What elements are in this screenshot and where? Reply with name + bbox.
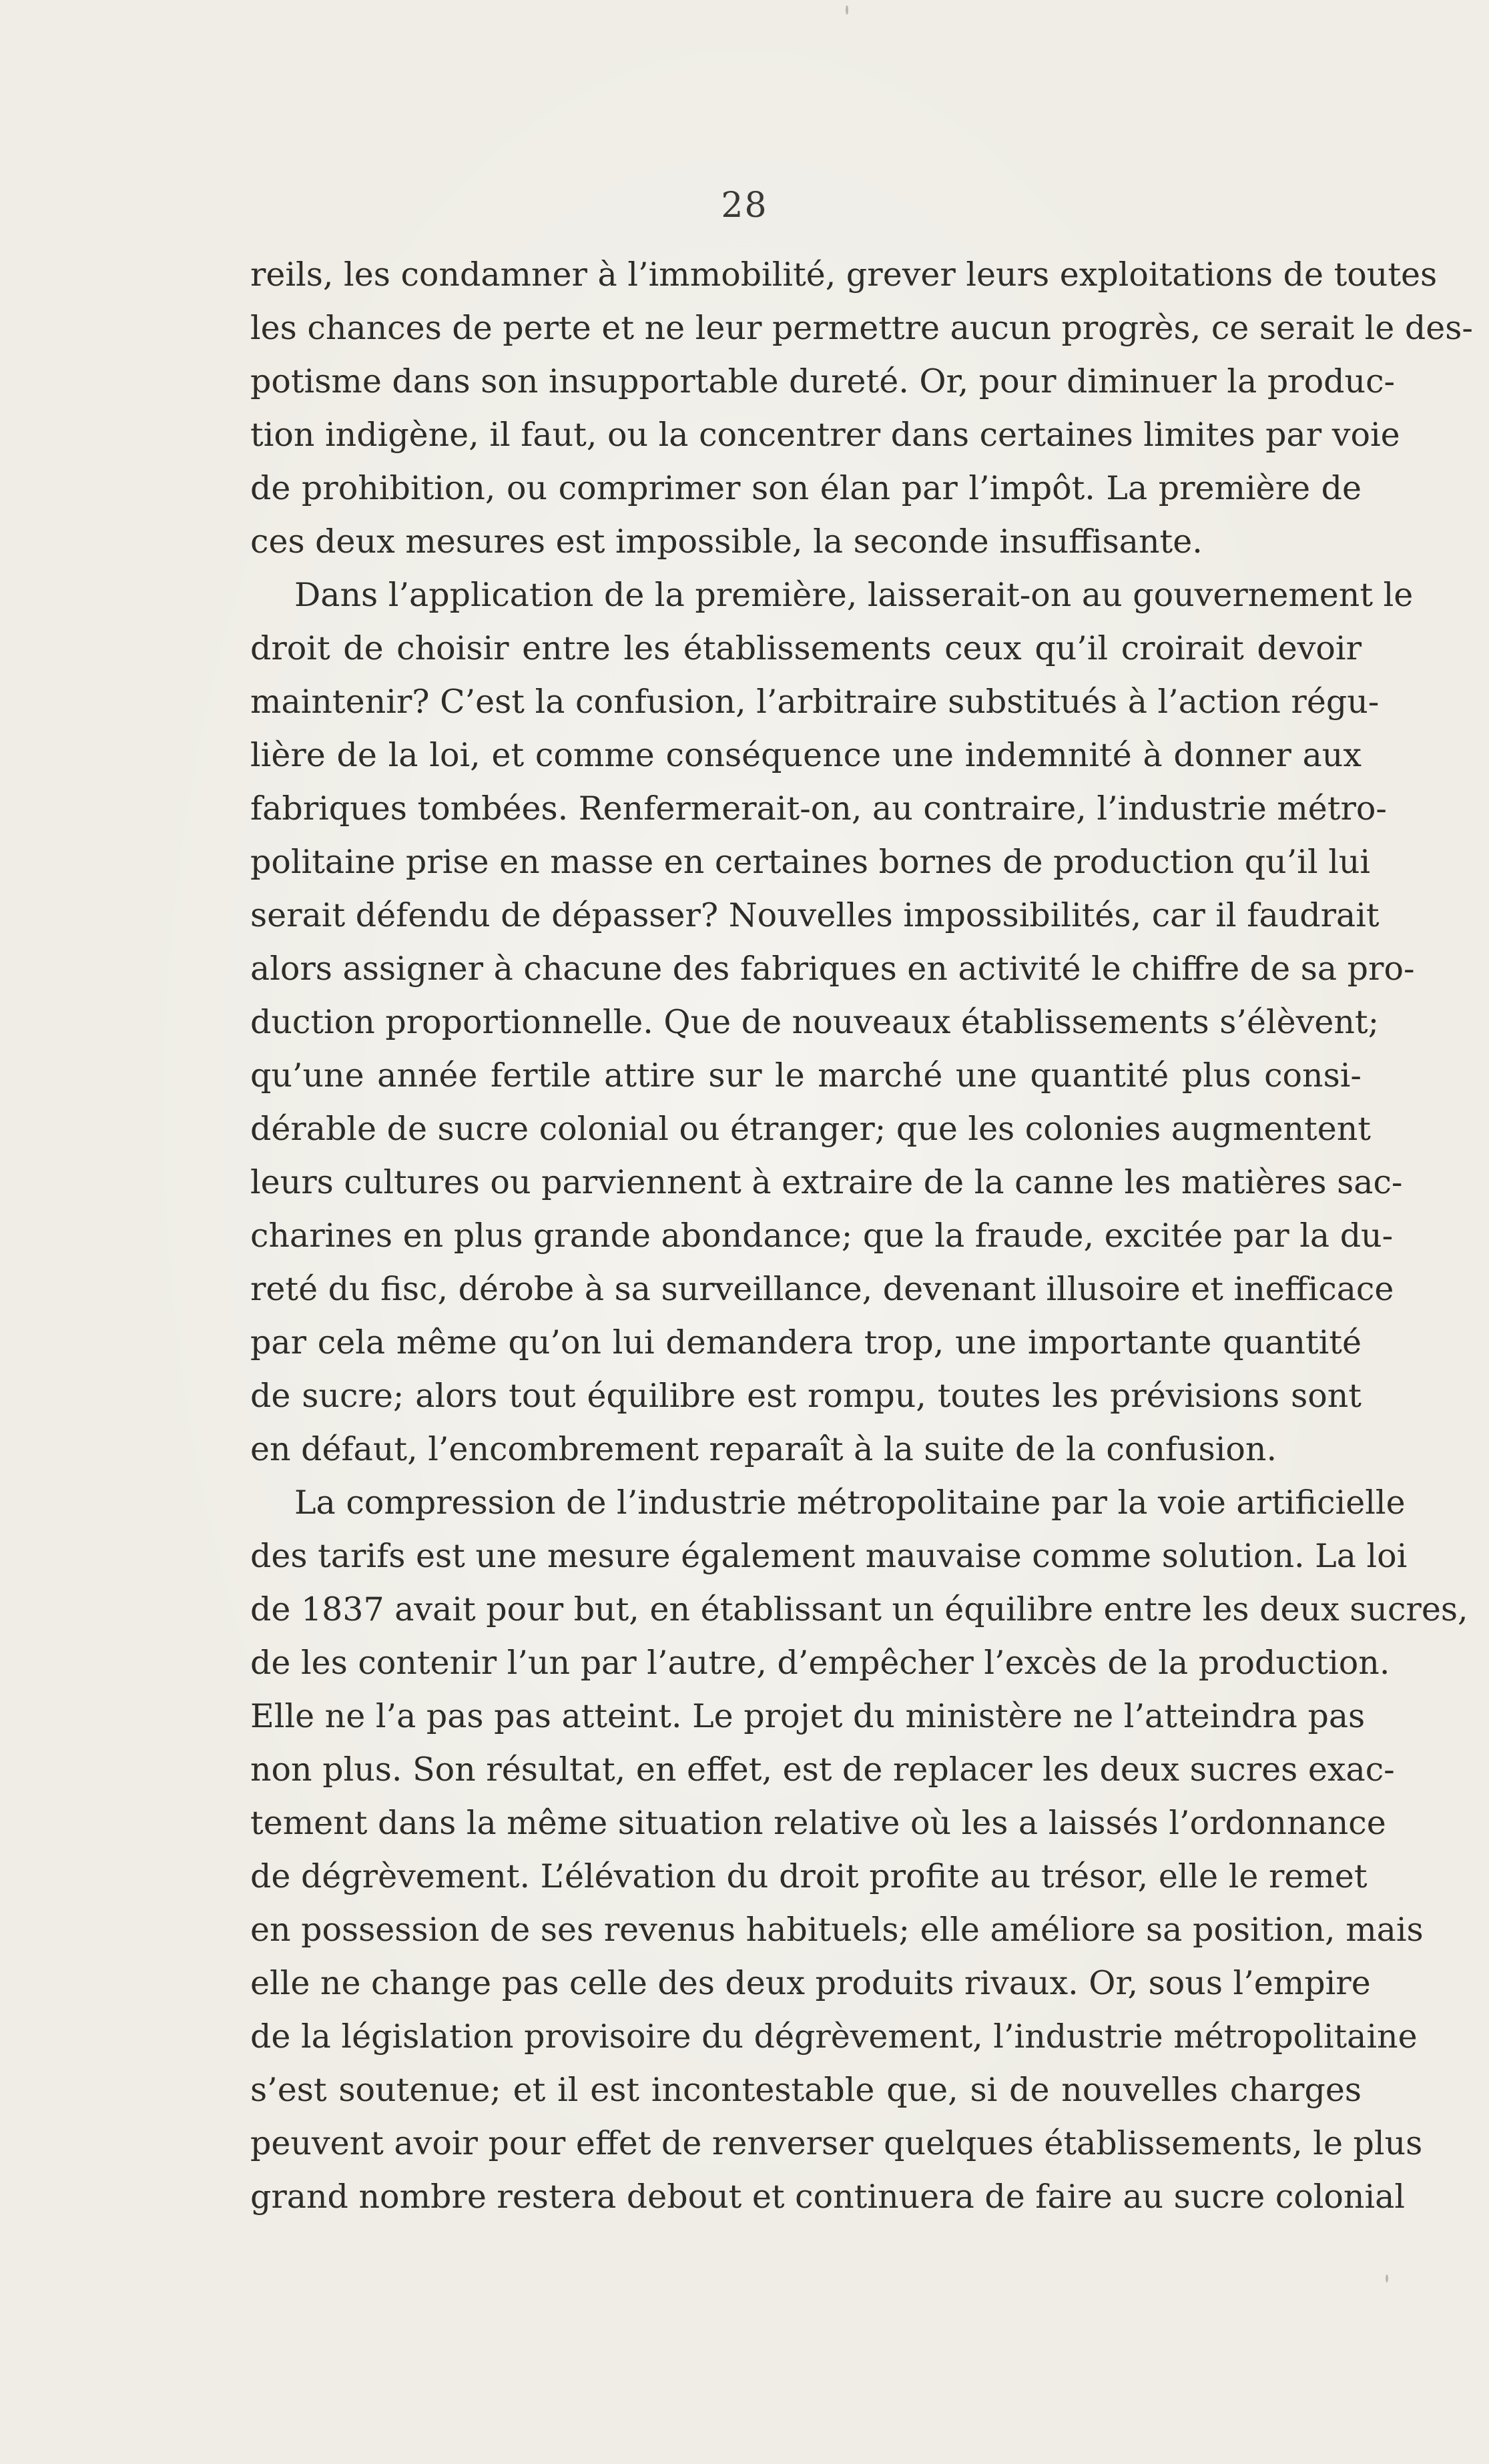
text-line: s’est soutenue; et il est incontestable que, si de nouvelles charges <box>250 2071 1362 2109</box>
text-line: alors assigner à chacune des fabriques en activité le chiffre de sa pro- <box>250 950 1415 988</box>
text-line: non plus. Son résultat, en effet, est de replacer les deux sucres exac- <box>250 1751 1395 1789</box>
text-line: des tarifs est une mesure également mauvaise comme solution. La loi <box>250 1537 1408 1575</box>
text-line: elle ne change pas celle des deux produits rivaux. Or, sous l’empire <box>250 1964 1371 2002</box>
paragraph-end-line: ces deux mesures est impossible, la seconde insuffisante. <box>250 523 1203 561</box>
text-line: en possession de ses revenus habituels; elle améliore sa position, mais <box>250 1911 1424 1949</box>
body-text <box>250 248 1473 2224</box>
text-line: de les contenir l’un par l’autre, d’empêcher l’excès de la production. <box>250 1644 1390 1682</box>
paper-speck <box>1386 2274 1388 2282</box>
text-line: lière de la loi, et comme conséquence une indemnité à donner aux <box>250 736 1362 774</box>
text-line: Elle ne l’a pas pas atteint. Le projet du ministère ne l’atteindra pas <box>250 1697 1366 1735</box>
text-line: reté du fisc, dérobe à sa surveillance, devenant illusoire et inefficace <box>250 1270 1394 1308</box>
text-line: les chances de perte et ne leur permettre aucun progrès, ce serait le des- <box>250 309 1473 347</box>
text-line: fabriques tombées. Renfermerait-on, au contraire, l’industrie métro- <box>250 790 1387 828</box>
paragraph-start-line: Dans l’application de la première, laisserait-on au gouvernement le <box>294 576 1414 614</box>
text-line: potisme dans son insupportable dureté. Or, pour diminuer la produc- <box>250 362 1396 400</box>
text-line: qu’une année fertile attire sur le marché une quantité plus consi- <box>250 1056 1362 1095</box>
text-line: duction proportionnelle. Que de nouveaux établissements s’élèvent; <box>250 1003 1380 1041</box>
text-line: par cela même qu’on lui demandera trop, une importante quantité <box>250 1323 1362 1361</box>
paragraph-start-line: La compression de l’industrie métropolitaine par la voie artificielle <box>294 1484 1406 1522</box>
paragraph-end-line: en défaut, l’encombrement reparaît à la suite de la confusion. <box>250 1430 1277 1468</box>
text-line: droit de choisir entre les établissements ceux qu’il croirait devoir <box>250 629 1362 667</box>
page-number: 28 <box>721 186 768 226</box>
text-line: tion indigène, il faut, ou la concentrer dans certaines limites par voie <box>250 416 1400 454</box>
text-line: grand nombre restera debout et continuera de faire au sucre colonial <box>250 2178 1406 2216</box>
text-line: de sucre; alors tout équilibre est rompu, toutes les prévisions sont <box>250 1377 1362 1415</box>
text-line: de la législation provisoire du dégrèvement, l’industrie métropolitaine <box>250 2018 1418 2056</box>
text-line: de dégrèvement. L’élévation du droit profite au trésor, elle le remet <box>250 1857 1368 1895</box>
text-line: reils, les condamner à l’immobilité, grever leurs exploitations de toutes <box>250 256 1438 294</box>
text-line: peuvent avoir pour effet de renverser quelques établissements, le plus <box>250 2124 1423 2162</box>
text-line: dérable de sucre colonial ou étranger; que les colonies augmentent <box>250 1110 1371 1148</box>
text-line: leurs cultures ou parviennent à extraire de la canne les matières sac- <box>250 1163 1403 1201</box>
paper-speck <box>846 5 848 15</box>
text-line: de prohibition, ou comprimer son élan par l’impôt. La première de <box>250 469 1362 507</box>
text-line: serait défendu de dépasser? Nouvelles impossibilités, car il faudrait <box>250 896 1380 934</box>
text-line: maintenir? C’est la confusion, l’arbitraire substitués à l’action régu- <box>250 683 1380 721</box>
text-line: politaine prise en masse en certaines bornes de production qu’il lui <box>250 843 1371 881</box>
text-line: tement dans la même situation relative où les a laissés l’ordonnance <box>250 1804 1386 1842</box>
text-line: charines en plus grande abondance; que la fraude, excitée par la du- <box>250 1217 1394 1255</box>
text-line: de 1837 avait pour but, en établissant un équilibre entre les deux sucres, <box>250 1590 1468 1628</box>
